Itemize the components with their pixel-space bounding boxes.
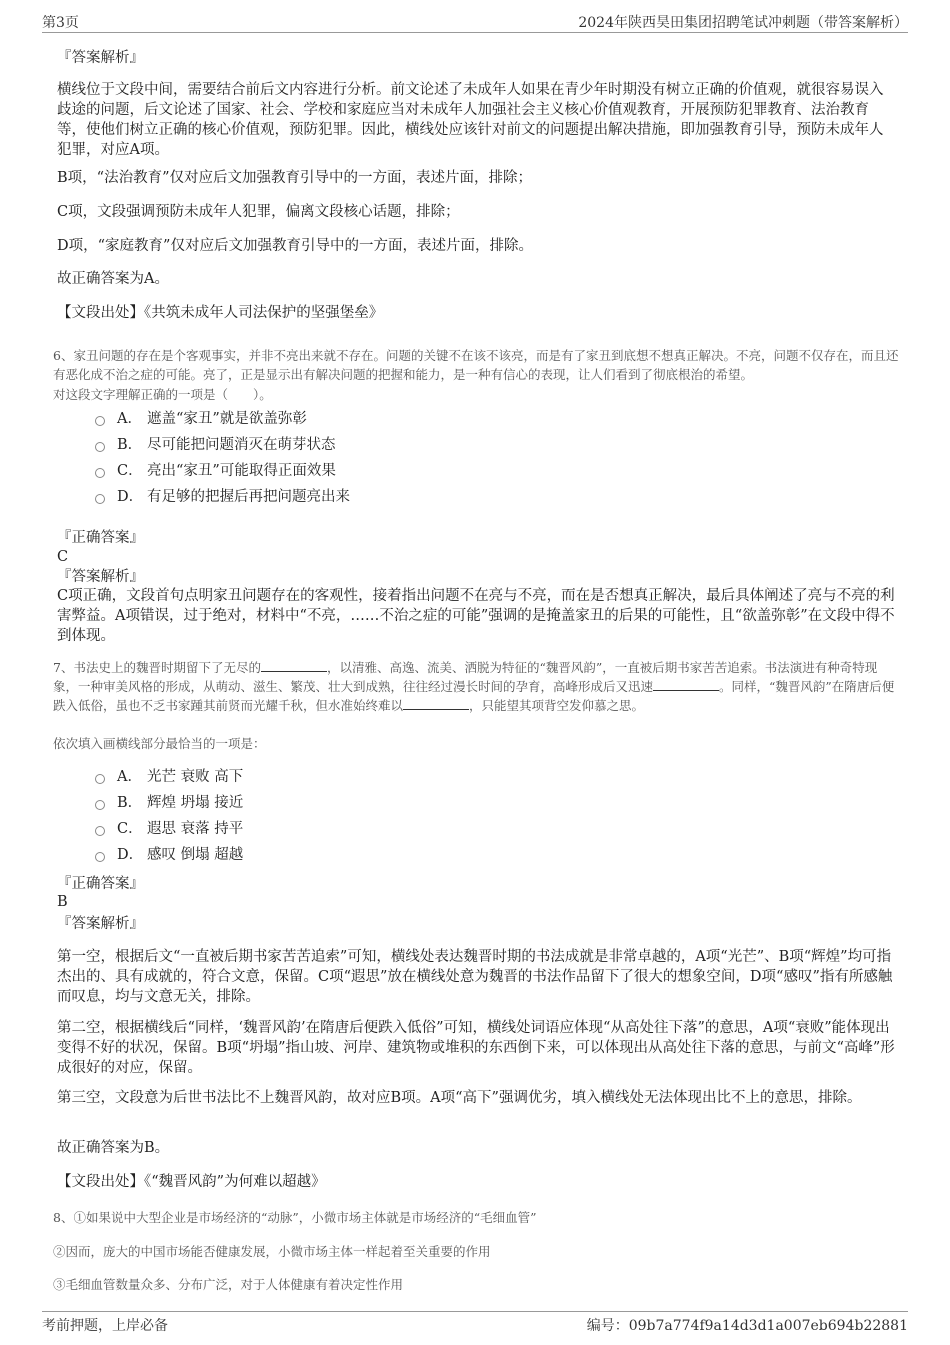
radio-icon[interactable] [95,468,105,478]
q5-analysis-p2: B项，“法治教育”仅对应后文加强教育引导中的一方面，表述片面，排除； [57,170,532,186]
q7-analysis-conclusion: 故正确答案为B。 [57,1140,170,1156]
q6-option-c[interactable]: C． 亮出“家丑”可能取得正面效果 [95,461,336,481]
q6-answer: C [57,549,69,565]
q7-option-d[interactable]: D． 感叹 倒塌 超越 [95,845,243,865]
q5-analysis-p3: C项，文段强调预防未成年人犯罪，偏离文段核心话题，排除； [57,204,460,220]
q8-sentence-2: ②因而，庞大的中国市场能否健康发展，小微市场主体一样起着至关重要的作用 [53,1244,491,1259]
q7-analysis-p1: 第一空，根据后文“一直被后期书家苦苦追索”可知，横线处表达魏晋时期的书法成就是非常卓越的，A项“光芒”、B项“辉煌”均可指杰出的、具有成就的，符合文意，保留。C项“遐思”放在横线处意为魏晋的书法作品留下了很大的想象空间，D项“感叹”指有所感触而叹息，均与文意无关，排除。 [57,949,893,1005]
radio-icon[interactable] [95,800,105,810]
q6-stem: 6、家丑问题的存在是个客观事实，并非不亮出来就不存在。问题的关键不在该不该亮，而是有了家丑到底想不想真正解决。不亮，问题不仅存在，而且还有恶化成不治之症的可能。亮了，正是显示出有解决问题的把握和能力，是一种有信心的表现，让人们看到了彻底根治的希望。 [53,348,899,382]
q7-analysis-p3: 第三空，文段意为后世书法比不上魏晋风韵，故对应B项。A项“高下”强调优劣，填入横线处无法体现出比不上的意思，排除。 [57,1090,862,1106]
blank-line [403,697,469,710]
document-title: 2024年陕西昊田集团招聘笔试冲刺题（带答案解析） [578,15,908,31]
page-footer [42,1311,908,1336]
q7-analysis-p2: 第二空，根据横线后“同样，‘魏晋风韵’在隋唐后便跌入低俗”可知，横线处词语应体现“从高处往下落”的意思，A项“衰败”能体现出变得不好的状况，保留。B项“坍塌”指山坡、河岸、建筑物或堆积的东西倒下来，可以体现出从高处往下落的意思，与前文“高峰”形成很好的对应，保留。 [57,1020,895,1076]
q6-ask: 对这段文字理解正确的一项是（ ）。 [53,387,272,402]
page-number: 第3页 [42,15,79,31]
radio-icon[interactable] [95,494,105,504]
q7-option-c[interactable]: C． 遐思 衰落 持平 [95,819,243,839]
q5-analysis-label: 『答案解析』 [57,50,144,66]
q7-option-a[interactable]: A． 光芒 衰败 高下 [95,767,243,787]
document-id: 编号：09b7a774f9a14d3d1a007eb694b22881 [586,1318,908,1334]
q5-analysis-conclusion: 故正确答案为A。 [57,271,169,287]
q8-sentence-3: ③毛细血管数量众多、分布广泛，对于人体健康有着决定性作用 [53,1277,404,1292]
radio-icon[interactable] [95,442,105,452]
blank-line [261,659,327,672]
q7-option-b[interactable]: B． 辉煌 坍塌 接近 [95,793,243,813]
q7-ask: 依次填入画横线部分最恰当的一项是： [53,736,266,751]
radio-icon[interactable] [95,416,105,426]
radio-icon[interactable] [95,852,105,862]
q6-option-a[interactable]: A． 遮盖“家丑”就是欲盖弥彰 [95,409,307,429]
q7-stem: 7、书法史上的魏晋时期留下了无尽的 ，以清雅、高逸、流美、洒脱为特征的“魏晋风韵”，一直被后期书家苦苦追索。书法演进有种奇特现象，一种审美风格的形成，从萌动、滋生、繁茂、壮大到成熟，往往经过漫长时间的孕育，高峰形成后又迅速 。同样，“魏晋风韵”在隋唐后便跌入低俗，虽也不乏书家踵其前贤而光耀千秋，但水准始终难以 ，只能望其项背空发仰慕之思。 [53,660,895,713]
q7-answer: B [57,894,68,910]
q7-source: 【文段出处】《“魏晋风韵”为何难以超越》 [57,1174,326,1190]
q6-answer-label: 『正确答案』 [57,530,144,546]
q7-answer-label: 『正确答案』 [57,876,144,892]
q5-source: 【文段出处】《共筑未成年人司法保护的坚强堡垒》 [57,305,384,321]
q8-sentence-1: 8、①如果说中大型企业是市场经济的“动脉”，小微市场主体就是市场经济的“毛细血管” [53,1210,537,1225]
q7-analysis-label: 『答案解析』 [57,916,144,932]
footer-slogan: 考前押题，上岸必备 [42,1318,168,1334]
q6-analysis: C项正确，文段首句点明家丑问题存在的客观性，接着指出问题不在亮与不亮，而在是否想真正解决，最后具体阐述了亮与不亮的利害弊益。A项错误，过于绝对，材料中“不亮，……不治之症的可能”强调的是掩盖家丑的后果的可能性，且“欲盖弥彰”在文段中得不到体现。 [57,588,895,644]
q6-option-b[interactable]: B． 尽可能把问题消灭在萌芽状态 [95,435,336,455]
blank-line [653,678,719,691]
q6-option-d[interactable]: D． 有足够的把握后再把问题亮出来 [95,487,350,507]
page-header [42,12,908,33]
q5-analysis-p1: 横线位于文段中间，需要结合前后文内容进行分析。前文论述了未成年人如果在青少年时期没有树立正确的价值观，就很容易误入歧途的问题，后文论述了国家、社会、学校和家庭应当对未成年人加强社会主义核心价值观教育，开展预防犯罪教育、法治教育等，使他们树立正确的核心价值观，预防犯罪。因此，横线处应该针对前文的问题提出解决措施，即加强教育引导，预防未成年人犯罪，对应A项。 [57,82,884,158]
radio-icon[interactable] [95,826,105,836]
radio-icon[interactable] [95,774,105,784]
q6-analysis-label: 『答案解析』 [57,569,144,585]
q5-analysis-p4: D项，“家庭教育”仅对应后文加强教育引导中的一方面，表述片面，排除。 [57,238,533,254]
